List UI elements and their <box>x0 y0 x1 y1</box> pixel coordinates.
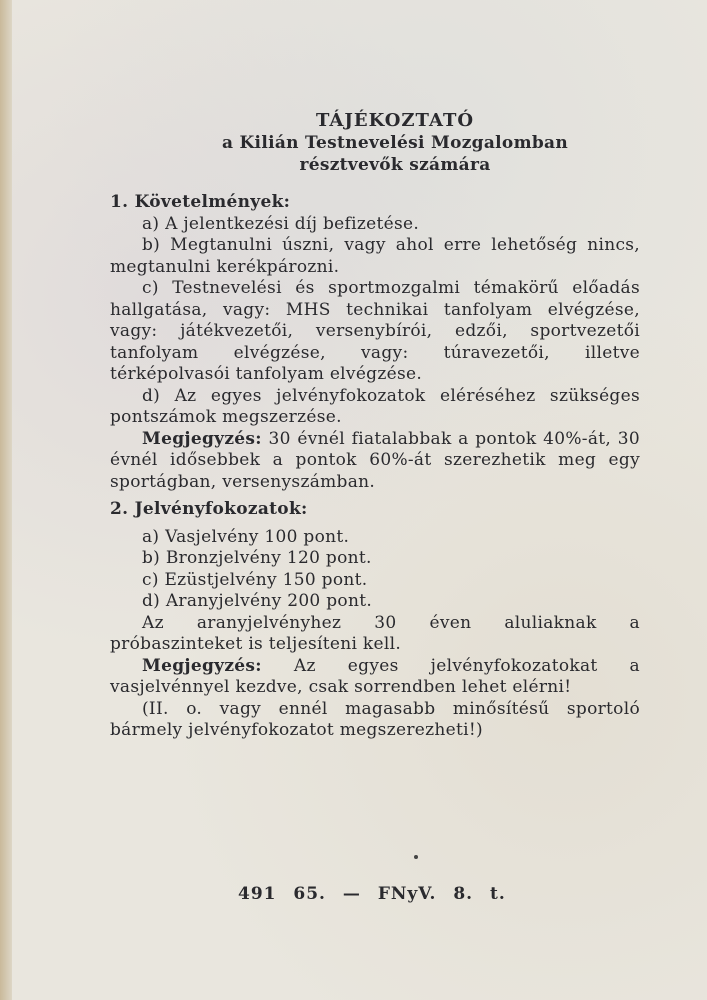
section-2-note <box>110 656 640 699</box>
section-1-heading: 1. Követelmények: <box>110 192 291 212</box>
section-2-note-text: Az egyes jelvényfokozatokat a vasjelvénnyel kezdve, csak sorrendben lehet elérni! <box>110 655 640 697</box>
badge-level-gold: d) Aranyjelvény 200 pont. <box>142 591 373 611</box>
requirement-d: d) Az egyes jelvényfokozatok eléréséhez szükséges pontszámok megszerzése. <box>110 385 640 427</box>
badge-level-silver: c) Ezüstjelvény 150 pont. <box>142 569 368 590</box>
page-edge <box>0 0 12 1000</box>
document-subtitle-line2: résztvevők számára <box>299 155 491 175</box>
section-1-note-text: 30 évnél fiatalabbak a pontok 40%-át, 30 évnél idősebbek a pontok 60%-át szerezhetik meg egy sportágban, versenyszámban. <box>110 428 640 492</box>
gold-badge-requirement: Az aranyjelvényhez 30 éven aluliaknak a próbaszinteket is teljesíteni kell. <box>110 612 640 654</box>
section-1-note-label: Megjegyzés: <box>142 428 262 449</box>
document-content <box>110 110 640 742</box>
section-1-note <box>110 429 640 494</box>
badge-level-iron: a) Vasjelvény 100 pont. <box>142 526 350 547</box>
requirement-b: b) Megtanulni úszni, vagy ahol erre lehetőség nincs, megtanulni kerékpározni. <box>110 235 640 277</box>
requirement-a: a) A jelentkezési díj befizetése. <box>142 213 420 234</box>
badge-level-bronze: b) Bronzjelvény 120 pont. <box>142 548 372 568</box>
decorative-dot <box>414 855 418 859</box>
document-header <box>150 110 640 176</box>
print-footer: 491 65. — FNyV. 8. t. <box>238 884 506 904</box>
section-2-heading: 2. Jelvényfokozatok: <box>110 499 308 519</box>
section-2-note-label: Megjegyzés: <box>142 655 262 676</box>
requirement-c: c) Testnevelési és sportmozgalmi témakörű előadás hallgatása, vagy: MHS technikai tanfolyam elvégzése, vagy: játékvezetői, versenybírói, edzői, sportvezetői tanfolyam elvégzése, vagy: túravezetői, illetve térképolvasói tanfolyam elvégzése. <box>110 278 640 384</box>
document-title: TÁJÉKOZTATÓ <box>315 110 475 131</box>
document-subtitle-line1: a Kilián Testnevelési Mozgalomban <box>221 133 569 153</box>
section-2-parenthetical: (II. o. vagy ennél magasabb minősítésű sportoló bármely jelvényfokozatot megszerezheti!) <box>110 698 640 740</box>
